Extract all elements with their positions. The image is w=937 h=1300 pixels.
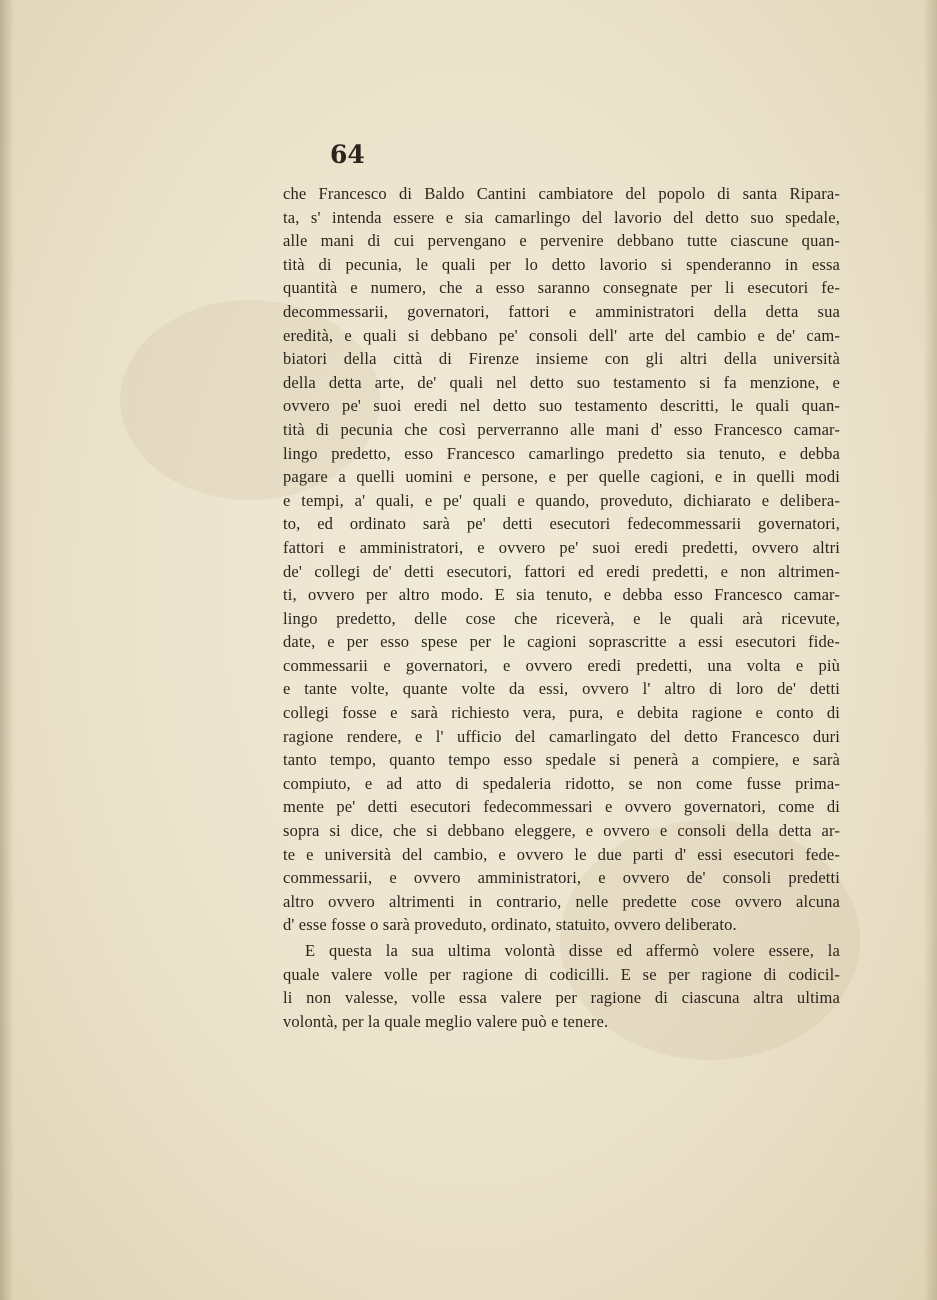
text-line: de' collegi de' detti esecutori, fattori ed eredi predetti, e non altrimen- [283, 561, 840, 581]
text-line: ovvero pe' suoi eredi nel detto suo testamento descritti, le quali quan- [283, 396, 840, 416]
text-line: tanto tempo, quanto tempo esso spedale si penerà a compiere, e sarà [283, 750, 840, 770]
text-line: altro ovvero altrimenti in contrario, nelle predette cose ovvero alcuna [283, 891, 840, 911]
text-line: commessarii, e ovvero amministratori, e ovvero de' consoli predetti [283, 868, 840, 888]
text-line: d' esse fosse o sarà proveduto, ordinato, statuito, ovvero deliberato. [283, 915, 737, 935]
text-line: fattori e amministratori, e ovvero pe' suoi eredi predetti, ovvero altri [283, 537, 840, 557]
text-line: E questa la sua ultima volontà disse ed affermò volere essere, la [305, 941, 840, 960]
text-line: collegi fosse e sarà richiesto vera, pura, e debita ragione e conto di [283, 703, 840, 723]
text-line: ta, s' intenda essere e sia camarlingo del lavorio del detto suo spedale, [283, 207, 840, 227]
text-line: lingo predetto, delle cose che riceverà, e le quali arà ricevute, [283, 608, 840, 628]
text-line: tità di pecunia che così perverranno alle mani d' esso Francesco camar- [283, 419, 840, 439]
text-line: pagare a quelli uomini e persone, e per quelle cagioni, e in quelli modi [283, 467, 840, 487]
text-line: to, ed ordinato sarà pe' detti esecutori fedecommessarii governatori, [283, 514, 840, 534]
page-number: 64 [330, 140, 365, 169]
paragraph-2 [283, 939, 840, 1033]
text-line: quantità e numero, che a esso saranno consegnate per li esecutori fe- [283, 278, 840, 298]
paragraph-1 [283, 182, 840, 937]
text-line: e tante volte, quante volte da essi, ovvero l' altro di loro de' detti [283, 679, 840, 699]
text-line: tità di pecunia, le quali per lo detto lavorio si spenderanno in essa [283, 254, 840, 274]
page-left-edge-shadow [0, 0, 14, 1300]
text-line: biatori della città di Firenze insieme con gli altri della università [283, 349, 840, 369]
body-text [283, 182, 840, 1033]
text-line: commessarii e governatori, e ovvero eredi predetti, una volta e più [283, 655, 840, 675]
text-line: ti, ovvero per altro modo. E sia tenuto, e debba esso Francesco camar- [283, 585, 840, 605]
text-line: volontà, per la quale meglio valere può e tenere. [283, 1011, 609, 1031]
text-line: che Francesco di Baldo Cantini cambiatore del popolo di santa Ripara- [283, 184, 840, 203]
text-line: e tempi, a' quali, e pe' quali e quando, proveduto, dichiarato e delibera- [283, 490, 840, 510]
text-line: te e università del cambio, e ovvero le due parti d' essi esecutori fede- [283, 844, 840, 864]
text-line: eredità, e quali si debbano pe' consoli dell' arte del cambio e de' cam- [283, 325, 840, 345]
text-line: li non valesse, volle essa valere per ragione di ciascuna altra ultima [283, 988, 840, 1008]
text-line: sopra si dice, che si debbano eleggere, e ovvero e consoli della detta ar- [283, 821, 840, 841]
text-line: mente pe' detti esecutori fedecommessari e ovvero governatori, come di [283, 797, 840, 817]
text-line: della detta arte, de' quali nel detto suo testamento si fa menzione, e [283, 372, 840, 392]
text-line: alle mani di cui pervengano e pervenire debbano tutte ciascune quan- [283, 231, 840, 251]
text-line: lingo predetto, esso Francesco camarlingo predetto sia tenuto, e debba [283, 443, 840, 463]
page-right-edge-shadow [923, 0, 937, 1300]
text-line: ragione rendere, e l' ufficio del camarlingato del detto Francesco duri [283, 726, 840, 746]
text-line: quale valere volle per ragione di codicilli. E se per ragione di codicil- [283, 964, 840, 984]
text-line: date, e per esso spese per le cagioni soprascritte a essi esecutori fide- [283, 632, 840, 652]
text-line: decommessarii, governatori, fattori e amministratori della detta sua [283, 301, 840, 321]
text-line: compiuto, e ad atto di spedaleria ridotto, se non come fusse prima- [283, 773, 840, 793]
